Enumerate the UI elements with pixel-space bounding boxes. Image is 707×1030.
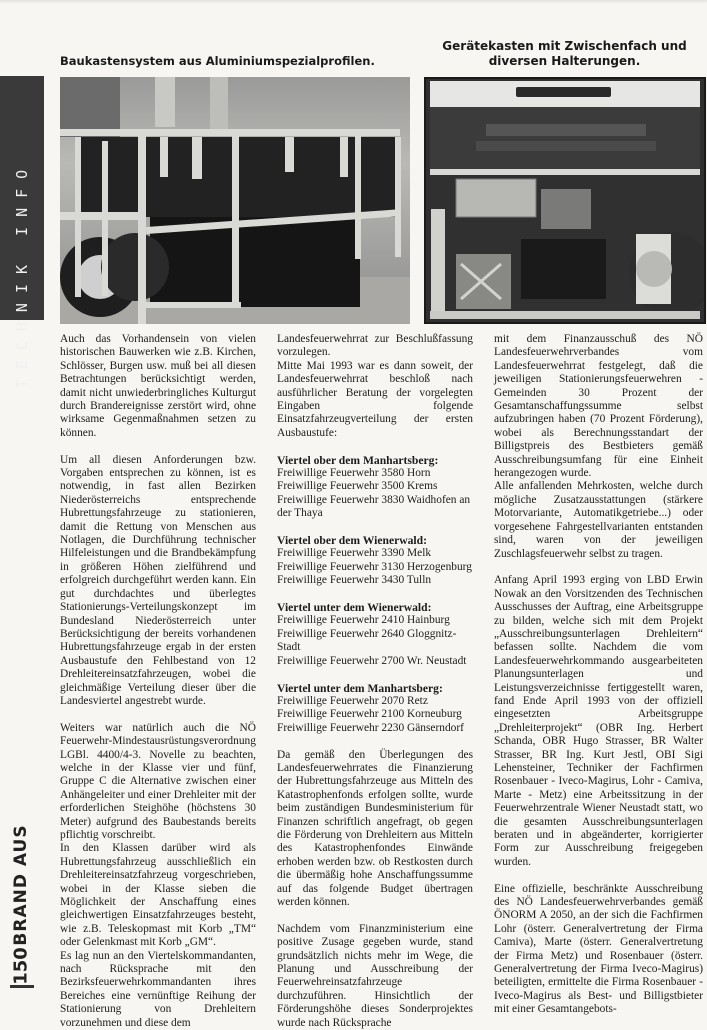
photo-equipment-compartment-drawing	[426, 79, 704, 322]
station-item: Freiwillige Feuerwehr 2410 Hainburg	[277, 614, 450, 627]
region-group-ober-wienerwald	[277, 534, 473, 588]
photo1-caption: Baukastensystem aus Aluminiumspezialprofilen.	[60, 54, 375, 68]
photo-aluminium-frame-drawing	[60, 77, 410, 324]
page-number-rule	[10, 985, 34, 988]
station-item: Freiwillige Feuerwehr 2070 Retz	[277, 694, 428, 707]
paragraph: Anfang April 1993 erging von LBD Erwin Nowak an den Vorsitzenden des Technischen Ausschusses der Auftrag, eine Arbeitsgruppe zu bilden, welche sich mit dem Projekt „Ausschreibungsunterlagen Drehleitern“ befassen sollte. Nachdem die vom Landesfeuerwehrkommando ausgearbeiteten Planungsunterlagen und Leistungsverzeichnisse fertiggestellt waren, fand Ende April 1993 von der offiziell eingesetzten Arbeitsgruppe „Drehleiterprojekt“ (OBR Ing. Herbert Schanda, OBR Hugo Strasser, BR Walter Strasser, BR Ing. Kurt Jestl, OBI Sigi Lehensteiner, Techniker der Fachfirmen Rosenbauer - Iveco-Magirus, Lohr - Camiva, Marte - Metz) eine Arbeitssitzung in der Feuerwehrzentrale Wiener Neustadt statt, wo die gesamten Ausschreibungsunterlagen beraten und in abgeänderter, korrigierter Form zur Ausschreibung freigegeben wurden.	[494, 574, 703, 868]
paragraph: Da gemäß den Überlegungen des Landesfeuerwehrrates die Finanzierung der Hubrettungsfahrzeuge aus Mitteln des Katastrophenfonds erfolgen sollte, wurde beim zuständigen Bundesministerium für Finanzen schriftlich angefragt, ob gegen die Förderung von Drehleitern aus Mitteln des Katastrophenfondes Einwände erhoben werden bzw. ob Restkosten durch die übermäßig hohe Anschaffungssumme auf das folgende Budget übertragen werden können.	[277, 748, 473, 908]
magazine-name: BRAND AUS	[11, 824, 31, 946]
photo2-caption: Gerätekasten mit Zwischenfach und diversen Halterungen.	[442, 39, 687, 68]
paragraph: Nachdem vom Finanzministerium eine positive Zusage gegeben wurde, stand grundsätzlich nichts mehr im Wege, die Planung und Ausschreibung der Feuerwehreinsatzfahrzeuge durchzuführen. Hinsichtlich der Förderungshöhe dieses Sonderprojektes wurde nach Rücksprache	[277, 922, 473, 1029]
paragraph: Landesfeuerwehrrat zur Beschlußfassung vorzulegen.	[277, 333, 473, 359]
paragraph: Eine offizielle, beschränkte Ausschreibung des NÖ Landesfeuerwehrverbandes gemäß ÖNORM A 2050, an der sich die Fachfirmen Lohr (österr. Generalvertretung der Firma Camiva), Marte (österr. Generalvertretung der Firma Metz) und Rosenbauer (österr. Generalvertretung der Firma Iveco-Magirus) beteiligten, ermittelte die Firma Rosenbauer - Iveco-Magirus als Best- und Billigstbieter mit einer Gesamtangebots-	[494, 882, 703, 1016]
article-column-3	[494, 333, 703, 1017]
article-column-1	[60, 333, 256, 1030]
region-heading: Viertel unter dem Wienerwald:	[277, 601, 432, 615]
region-group-ober-manhartsberg	[277, 454, 473, 521]
region-group-unter-manhartsberg	[277, 682, 473, 736]
station-item: Freiwillige Feuerwehr 2640 Gloggnitz-Stadt	[277, 627, 457, 654]
region-heading: Viertel ober dem Manhartsberg:	[277, 453, 439, 467]
section-label: TECHNIK INFO	[13, 159, 31, 389]
page-top-edge	[0, 0, 707, 4]
paragraph: Es lag nun an den Viertelskommandanten, nach Rücksprache mit den Bezirksfeuerwehrkommandanten ihres Bereiches eine vernünftige Reihung der Stationierung von Drehleitern vorzunehmen und diese dem	[60, 949, 256, 1029]
station-item: Freiwillige Feuerwehr 2700 Wr. Neustadt	[277, 654, 467, 667]
station-item: Freiwillige Feuerwehr 3580 Horn	[277, 467, 431, 480]
station-item: Freiwillige Feuerwehr 3130 Herzogenburg	[277, 560, 472, 573]
station-item: Freiwillige Feuerwehr 3430 Tulln	[277, 574, 432, 587]
station-item: Freiwillige Feuerwehr 3390 Melk	[277, 547, 432, 560]
photo-aluminium-frame	[60, 77, 410, 324]
paragraph: Mitte Mai 1993 war es dann soweit, der Landesfeuerwehrrat beschloß nach ausführlicher Beratung der vorgelegten Eingaben folgende Einsatzfahrzeugverteilung der ersten Ausbaustufe:	[277, 359, 473, 439]
article-column-2	[277, 333, 473, 1030]
section-tab	[0, 76, 44, 389]
paragraph: Auch das Vorhandensein von vielen historischen Bauwerken wie z.B. Kirchen, Schlösser, Burgen usw. muß bei all diesen Betrachtungen berücksichtigt werden, damit nicht unwiederbringliches Kulturgut durch Brandereignisse zerstört wird, ohne wirksame Gegenmaßnahmen setzen zu können.	[60, 333, 256, 439]
paragraph: mit dem Finanzausschuß des NÖ Landesfeuerwehrverbandes vom Landesfeuerwehrrat festgelegt, daß die jeweiligen Stationierungsfeuerwehren - Gemeinden 30 Prozent der Gesamtanschaffungssumme selbst aufzubringen haben (70 Prozent Förderung), wobei als Berechnungsstandart der Billigstpreis des Bestbieters gemäß Ausschreibungsumfang für eine Einheit herangezogen wurde.	[494, 333, 703, 480]
station-item: Freiwillige Feuerwehr 3500 Krems	[277, 480, 438, 493]
paragraph: In den Klassen darüber wird als Hubrettungsfahrzeug ausschließlich ein Drehleitereinsatzfahrzeug vorgeschrieben, wobei in der Klasse sieben die Möglichkeit der Anschaffung eines gleichwertigen Einsatzfahrzeuges besteht, wie z.B. Teleskopmast mit Korb „TM“ oder Gelenkmast mit Korb „GM“.	[60, 842, 256, 949]
station-item: Freiwillige Feuerwehr 3830 Waidhofen an der Thaya	[277, 493, 471, 520]
paragraph: Weiters war natürlich auch die NÖ Feuerwehr-Mindestausrüstungsverordnung LGBl. 4400/4-3. Novelle zu beachten, welche in der Klasse vier und fünf, Gruppe C die Alternative zwischen einer Anhängeleiter und einer Drehleiter mit der erforderlichen Steighöhe (höchstens 30 Meter) aufgrund des Baubestands bereits pflichtig vorschreibt.	[60, 721, 256, 841]
region-group-unter-wienerwald	[277, 601, 473, 668]
region-heading: Viertel unter dem Manhartsberg:	[277, 681, 443, 695]
region-heading: Viertel ober dem Wienerwald:	[277, 534, 427, 548]
paragraph: Um all diesen Anforderungen bzw. Vorgaben entsprechen zu können, ist es notwendig, in fast allen Bezirken Niederösterreichs entsprechende Hubrettungsfahrzeuge zu stationieren, damit die Rettung von Menschen aus Notlagen, die Durchführung technischer Hilfeleistungen und die Brandbekämpfung in größeren Höhen zielführend und erfolgreich durchgeführt werden kann. Ein gut durchdachtes und überlegtes Stationierungs-Verteilungskonzept im Bundesland Niederösterreich unter Berücksichtigung der bereits vorhandenen Hubrettungsfahrzeuge ergab in der ersten Ausbaustufe den Fehlbestand von 12 Drehleitereinsatzfahrzeugen, wobei die gleichmäßige Verteilung dieser über die Landesviertel angestrebt wurde.	[60, 453, 256, 707]
page-number: 150	[10, 947, 32, 985]
photo-equipment-compartment	[424, 77, 706, 324]
station-item: Freiwillige Feuerwehr 2100 Korneuburg	[277, 708, 462, 721]
paragraph: Alle anfallenden Mehrkosten, welche durch mögliche Zusatzausstattungen (stärkere Motorvariante, Automatikgetriebe...) oder vorgesehene Fahrgestellvarianten entstanden sind, waren von der jeweiligen Zuschlagsfeuerwehr selbst zu tragen.	[494, 480, 703, 560]
station-item: Freiwillige Feuerwehr 2230 Gänserndorf	[277, 721, 464, 734]
